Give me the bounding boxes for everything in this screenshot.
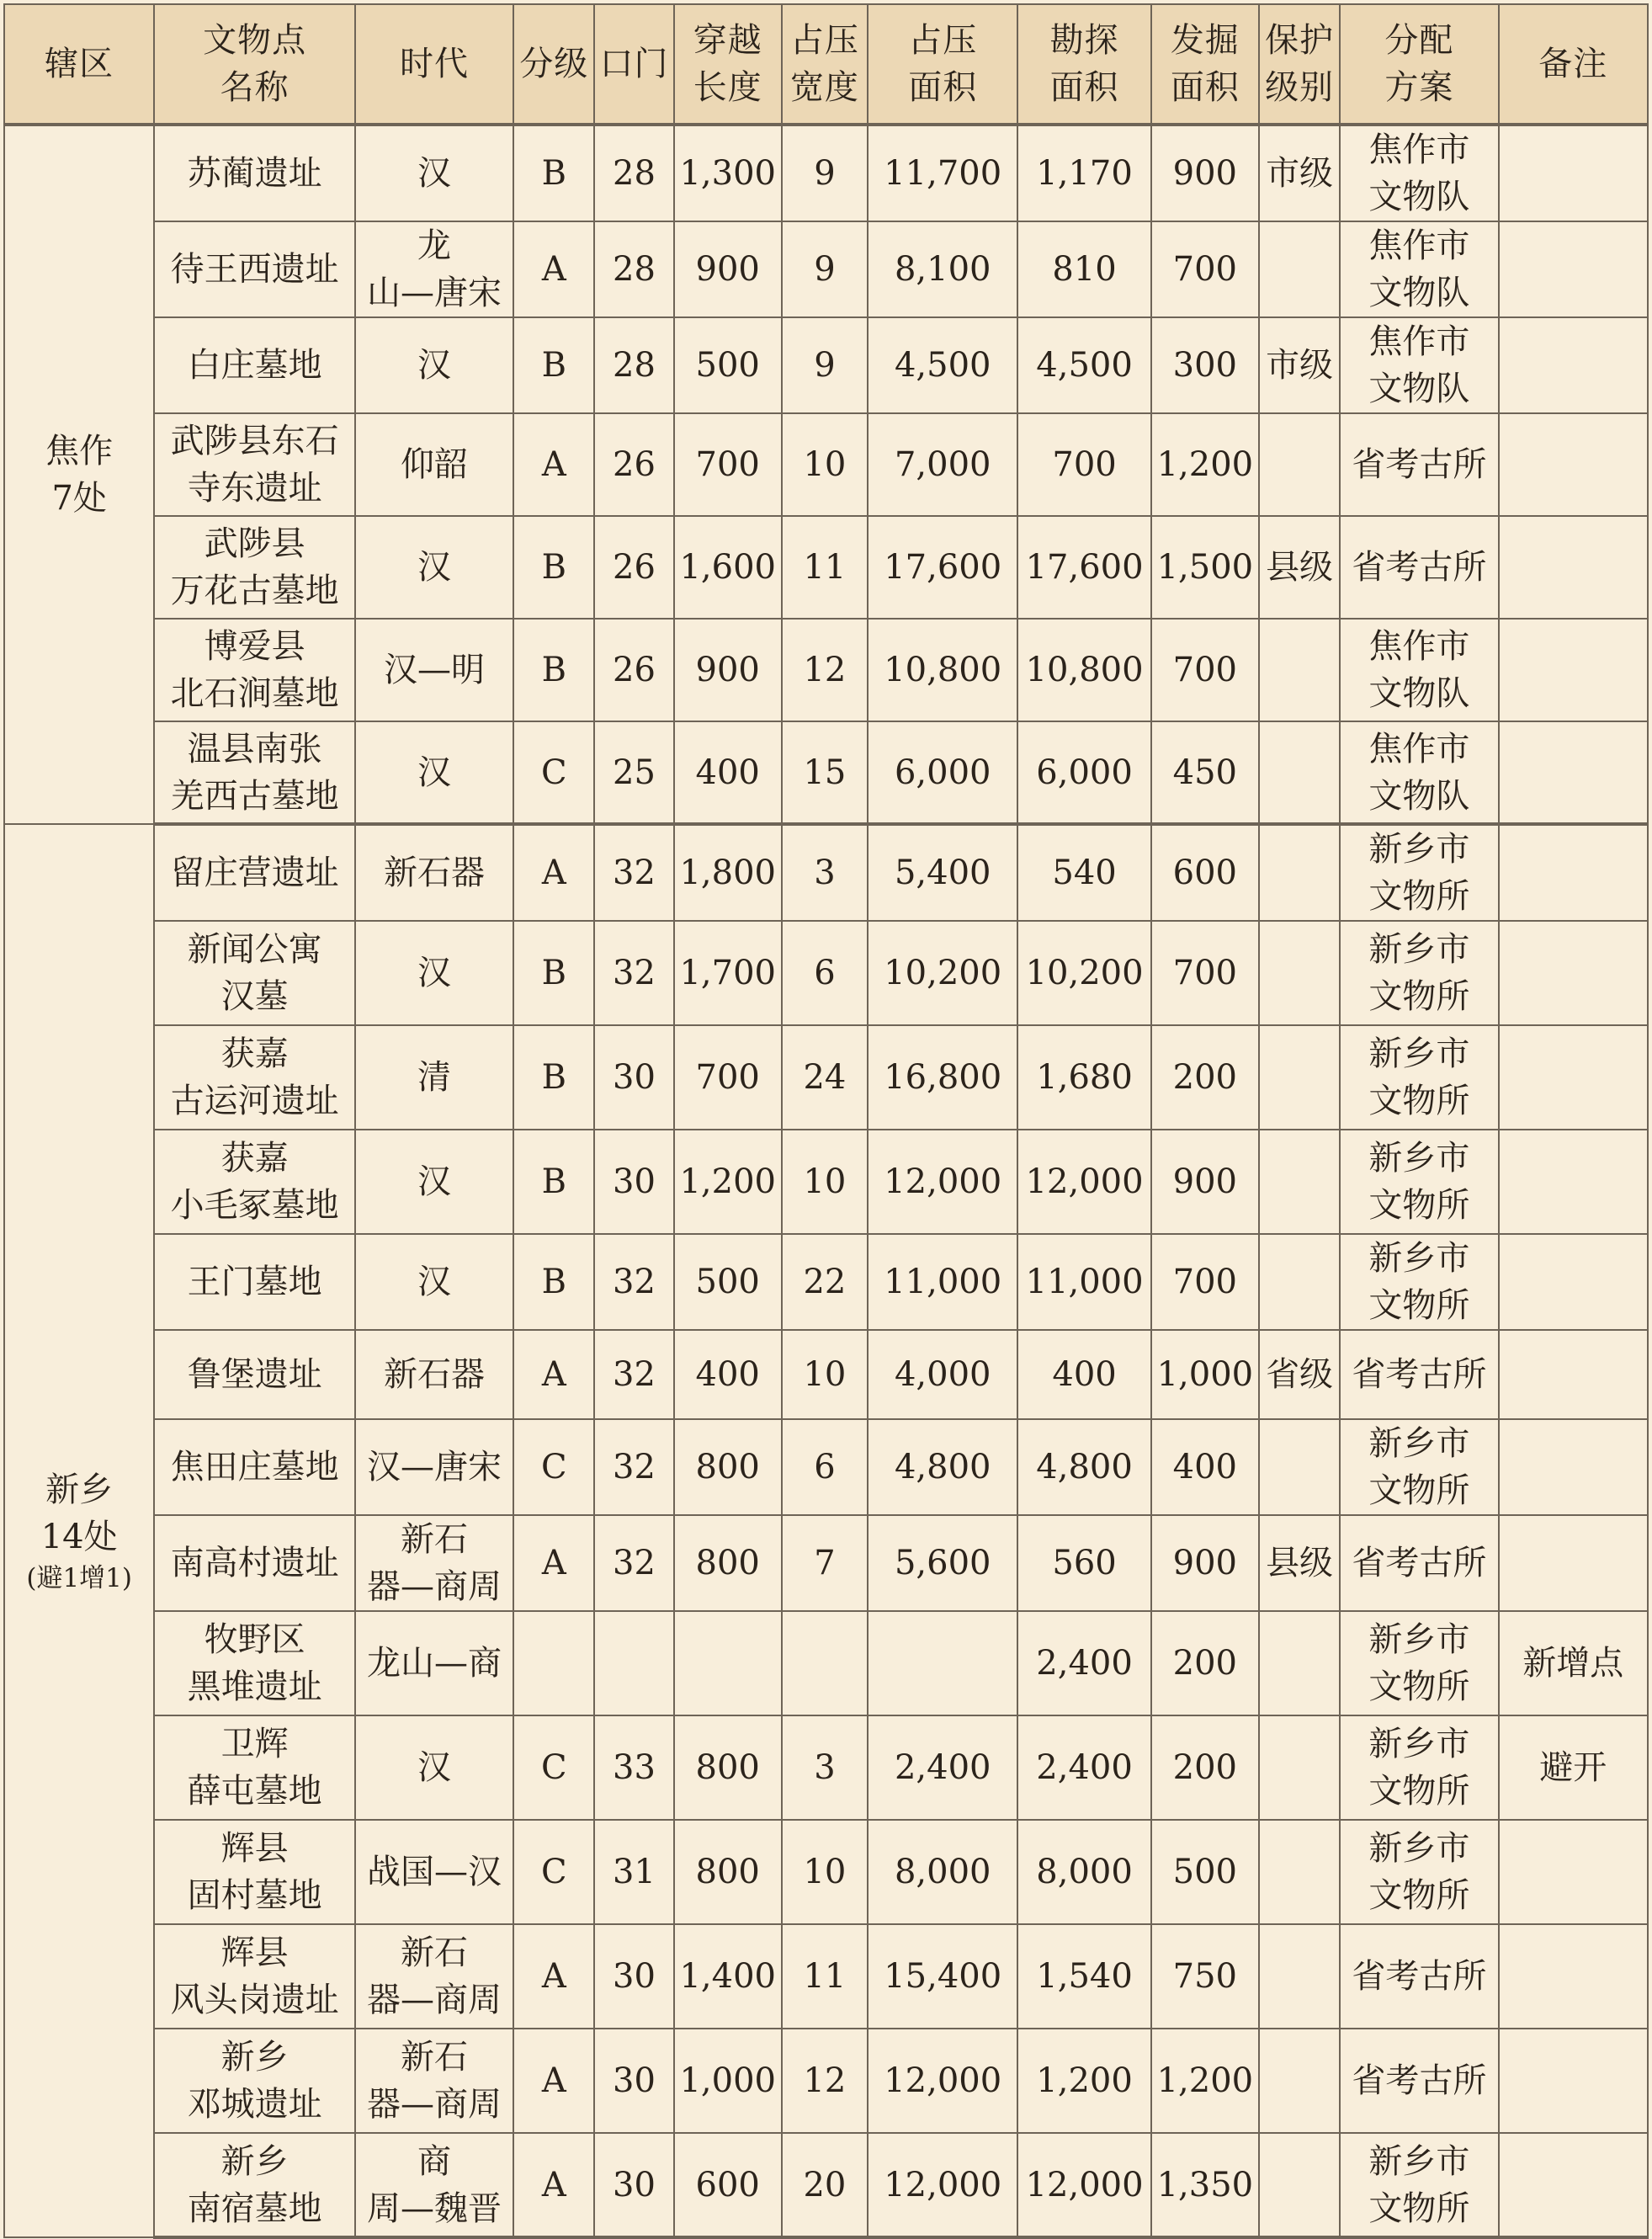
cell-crossing-length: 400	[674, 721, 782, 824]
cell-crossing-length: 700	[674, 1025, 782, 1130]
cell-grade: A	[513, 2133, 594, 2237]
cell-remarks	[1499, 1130, 1648, 1234]
table-row	[4, 125, 1648, 221]
table-row	[4, 1924, 1648, 2029]
cell-crossing-length: 1,800	[674, 824, 782, 921]
cell-excavation-area: 300	[1151, 317, 1259, 413]
cell-grade: B	[513, 516, 594, 619]
cell-occupied-width: 7	[782, 1515, 868, 1611]
cell-remarks	[1499, 221, 1648, 317]
cell-occupied-width: 10	[782, 1820, 868, 1924]
cell-protection-level	[1259, 1715, 1340, 1820]
cell-occupied-area: 15,400	[868, 1924, 1017, 2029]
cell-crossing-length: 800	[674, 1419, 782, 1515]
cell-occupied-width: 10	[782, 1130, 868, 1234]
cell-occupied-width: 15	[782, 721, 868, 824]
cell-remarks: 新增点	[1499, 1611, 1648, 1715]
header-row	[4, 4, 1648, 125]
cell-grade: B	[513, 125, 594, 221]
cell-occupied-width: 11	[782, 1924, 868, 2029]
cell-occupied-area: 10,200	[868, 921, 1017, 1025]
table-row	[4, 1820, 1648, 1924]
cell-grade: B	[513, 1130, 594, 1234]
table-row	[4, 413, 1648, 516]
cell-survey-area: 12,000	[1017, 1130, 1150, 1234]
cell-crossing-length: 1,300	[674, 125, 782, 221]
cell-remarks	[1499, 516, 1648, 619]
cell-era: 汉	[355, 516, 513, 619]
cell-occupied-area: 5,600	[868, 1515, 1017, 1611]
cell-protection-level	[1259, 413, 1340, 516]
header-occupied-width: 占压 宽度	[782, 4, 868, 125]
cell-allocation-plan: 新乡市 文物所	[1340, 1234, 1498, 1330]
cell-outlet: 32	[594, 1419, 673, 1515]
cell-outlet: 30	[594, 2029, 673, 2133]
cell-occupied-area	[868, 1611, 1017, 1715]
cell-crossing-length: 1,200	[674, 1130, 782, 1234]
cell-crossing-length: 900	[674, 619, 782, 721]
cell-allocation-plan: 省考古所	[1340, 2029, 1498, 2133]
cell-protection-level: 县级	[1259, 1515, 1340, 1611]
cell-excavation-area: 1,000	[1151, 1330, 1259, 1419]
header-grade: 分级	[513, 4, 594, 125]
cell-era: 汉	[355, 1715, 513, 1820]
cell-outlet	[594, 1611, 673, 1715]
cell-occupied-width: 10	[782, 413, 868, 516]
table-row	[4, 1611, 1648, 1715]
cell-allocation-plan: 焦作市 文物队	[1340, 221, 1498, 317]
cell-era: 汉	[355, 1130, 513, 1234]
cell-survey-area: 8,000	[1017, 1820, 1150, 1924]
cell-grade: A	[513, 1330, 594, 1419]
table-row	[4, 1330, 1648, 1419]
cell-occupied-width: 9	[782, 317, 868, 413]
cell-outlet: 30	[594, 2133, 673, 2237]
district-label: 新乡 14处	[40, 1470, 118, 1556]
cell-remarks	[1499, 721, 1648, 824]
cell-site-name: 苏蔺遗址	[154, 125, 354, 221]
cell-protection-level	[1259, 619, 1340, 721]
cell-grade: B	[513, 921, 594, 1025]
cell-allocation-plan: 新乡市 文物所	[1340, 2133, 1498, 2237]
cell-site-name: 鲁堡遗址	[154, 1330, 354, 1419]
cell-site-name: 王门墓地	[154, 1234, 354, 1330]
cell-allocation-plan: 新乡市 文物所	[1340, 1419, 1498, 1515]
district-label: 焦作 7处	[45, 432, 114, 518]
cell-protection-level	[1259, 221, 1340, 317]
cell-remarks	[1499, 1330, 1648, 1419]
cell-survey-area: 560	[1017, 1515, 1150, 1611]
cell-era: 汉	[355, 721, 513, 824]
cell-excavation-area: 1,500	[1151, 516, 1259, 619]
cell-grade: B	[513, 317, 594, 413]
cell-era: 龙 山—唐宋	[355, 221, 513, 317]
cell-grade: A	[513, 2029, 594, 2133]
cell-allocation-plan: 省考古所	[1340, 1330, 1498, 1419]
header-survey-area: 勘探 面积	[1017, 4, 1150, 125]
cell-crossing-length: 700	[674, 413, 782, 516]
cell-crossing-length: 800	[674, 1715, 782, 1820]
cell-outlet: 28	[594, 125, 673, 221]
district-cell	[4, 125, 154, 824]
cell-era: 新石 器—商周	[355, 2029, 513, 2133]
header-allocation-plan: 分配 方案	[1340, 4, 1498, 125]
table-row	[4, 221, 1648, 317]
header-excavation-area: 发掘 面积	[1151, 4, 1259, 125]
cell-era: 汉—唐宋	[355, 1419, 513, 1515]
table-row	[4, 824, 1648, 921]
cell-occupied-width: 9	[782, 125, 868, 221]
cell-crossing-length: 1,700	[674, 921, 782, 1025]
cell-allocation-plan: 焦作市 文物队	[1340, 317, 1498, 413]
cell-era: 新石 器—商周	[355, 1515, 513, 1611]
cell-remarks	[1499, 1234, 1648, 1330]
cell-outlet: 30	[594, 1924, 673, 2029]
cell-crossing-length	[674, 1611, 782, 1715]
cell-remarks: 避开	[1499, 1715, 1648, 1820]
district-cell	[4, 824, 154, 2237]
cell-survey-area: 1,540	[1017, 1924, 1150, 2029]
cell-protection-level: 县级	[1259, 516, 1340, 619]
cell-outlet: 32	[594, 1330, 673, 1419]
cell-site-name: 南高村遗址	[154, 1515, 354, 1611]
cell-grade: B	[513, 619, 594, 721]
cell-site-name: 武陟县 万花古墓地	[154, 516, 354, 619]
cell-site-name: 卫辉 薛屯墓地	[154, 1715, 354, 1820]
table-row	[4, 1025, 1648, 1130]
cell-grade: A	[513, 1924, 594, 2029]
cell-grade: A	[513, 413, 594, 516]
cell-outlet: 30	[594, 1025, 673, 1130]
cell-occupied-width: 6	[782, 921, 868, 1025]
cell-site-name: 获嘉 小毛冢墓地	[154, 1130, 354, 1234]
district-note: (避1增1)	[26, 1562, 132, 1593]
cell-excavation-area: 700	[1151, 921, 1259, 1025]
cell-site-name: 博爱县 北石涧墓地	[154, 619, 354, 721]
cell-outlet: 30	[594, 1130, 673, 1234]
table-row	[4, 317, 1648, 413]
cell-occupied-area: 2,400	[868, 1715, 1017, 1820]
cell-outlet: 28	[594, 317, 673, 413]
cell-survey-area: 17,600	[1017, 516, 1150, 619]
cell-protection-level: 市级	[1259, 125, 1340, 221]
cell-remarks	[1499, 1419, 1648, 1515]
cell-era: 汉	[355, 125, 513, 221]
cell-allocation-plan: 新乡市 文物所	[1340, 921, 1498, 1025]
cell-excavation-area: 200	[1151, 1025, 1259, 1130]
cell-protection-level	[1259, 1025, 1340, 1130]
cell-outlet: 32	[594, 824, 673, 921]
cell-survey-area: 1,170	[1017, 125, 1150, 221]
cell-grade: C	[513, 1715, 594, 1820]
cell-crossing-length: 900	[674, 221, 782, 317]
cell-outlet: 33	[594, 1715, 673, 1820]
cell-site-name: 焦田庄墓地	[154, 1419, 354, 1515]
cell-crossing-length: 800	[674, 1515, 782, 1611]
cell-era: 清	[355, 1025, 513, 1130]
cell-occupied-width: 20	[782, 2133, 868, 2237]
cell-occupied-area: 10,800	[868, 619, 1017, 721]
cell-era: 汉	[355, 317, 513, 413]
cell-site-name: 辉县 风头岗遗址	[154, 1924, 354, 2029]
cell-era: 新石器	[355, 824, 513, 921]
header-occupied-area: 占压 面积	[868, 4, 1017, 125]
cell-grade: A	[513, 221, 594, 317]
cell-crossing-length: 1,400	[674, 1924, 782, 2029]
cell-occupied-area: 12,000	[868, 1130, 1017, 1234]
cell-remarks	[1499, 317, 1648, 413]
cell-survey-area: 1,200	[1017, 2029, 1150, 2133]
cell-occupied-area: 12,000	[868, 2029, 1017, 2133]
cell-crossing-length: 400	[674, 1330, 782, 1419]
cell-protection-level	[1259, 1419, 1340, 1515]
cell-site-name: 温县南张 羌西古墓地	[154, 721, 354, 824]
cell-era: 新石器	[355, 1330, 513, 1419]
table-body	[4, 125, 1648, 2237]
cell-survey-area: 700	[1017, 413, 1150, 516]
table-row	[4, 1130, 1648, 1234]
cell-remarks	[1499, 824, 1648, 921]
cell-occupied-area: 5,400	[868, 824, 1017, 921]
cell-outlet: 32	[594, 1234, 673, 1330]
cell-occupied-area: 16,800	[868, 1025, 1017, 1130]
cell-outlet: 25	[594, 721, 673, 824]
cell-protection-level	[1259, 1611, 1340, 1715]
cell-remarks	[1499, 1924, 1648, 2029]
cell-survey-area: 1,680	[1017, 1025, 1150, 1130]
cell-protection-level	[1259, 721, 1340, 824]
cell-allocation-plan: 新乡市 文物所	[1340, 1130, 1498, 1234]
table-row	[4, 1419, 1648, 1515]
cell-grade: C	[513, 1820, 594, 1924]
cell-site-name: 新乡 南宿墓地	[154, 2133, 354, 2237]
cell-outlet: 32	[594, 921, 673, 1025]
cell-crossing-length: 500	[674, 317, 782, 413]
header-outlet: 口门	[594, 4, 673, 125]
cell-site-name: 留庄营遗址	[154, 824, 354, 921]
cell-remarks	[1499, 1515, 1648, 1611]
cell-remarks	[1499, 1025, 1648, 1130]
cell-excavation-area: 700	[1151, 221, 1259, 317]
cell-outlet: 31	[594, 1820, 673, 1924]
table-row	[4, 721, 1648, 824]
cell-allocation-plan: 焦作市 文物队	[1340, 619, 1498, 721]
header-crossing-length: 穿越 长度	[674, 4, 782, 125]
cell-remarks	[1499, 921, 1648, 1025]
cell-outlet: 26	[594, 619, 673, 721]
cell-allocation-plan: 省考古所	[1340, 516, 1498, 619]
table-row	[4, 516, 1648, 619]
cell-occupied-width: 9	[782, 221, 868, 317]
cell-occupied-width: 22	[782, 1234, 868, 1330]
cell-era: 龙山—商	[355, 1611, 513, 1715]
cell-occupied-width: 11	[782, 516, 868, 619]
cell-site-name: 白庄墓地	[154, 317, 354, 413]
cell-occupied-area: 17,600	[868, 516, 1017, 619]
cell-occupied-width: 3	[782, 1715, 868, 1820]
cell-survey-area: 540	[1017, 824, 1150, 921]
cell-excavation-area: 700	[1151, 1234, 1259, 1330]
cell-protection-level: 省级	[1259, 1330, 1340, 1419]
cell-excavation-area: 1,350	[1151, 2133, 1259, 2237]
cell-protection-level	[1259, 1130, 1340, 1234]
cell-grade: A	[513, 824, 594, 921]
cell-site-name: 辉县 固村墓地	[154, 1820, 354, 1924]
cell-occupied-area: 8,000	[868, 1820, 1017, 1924]
cell-site-name: 武陟县东石 寺东遗址	[154, 413, 354, 516]
cell-excavation-area: 900	[1151, 1515, 1259, 1611]
cell-allocation-plan: 焦作市 文物队	[1340, 721, 1498, 824]
cell-excavation-area: 200	[1151, 1611, 1259, 1715]
cell-crossing-length: 1,000	[674, 2029, 782, 2133]
cell-occupied-width: 24	[782, 1025, 868, 1130]
cell-allocation-plan: 新乡市 文物所	[1340, 1715, 1498, 1820]
cell-crossing-length: 500	[674, 1234, 782, 1330]
cell-outlet: 32	[594, 1515, 673, 1611]
cell-protection-level	[1259, 921, 1340, 1025]
cell-grade: A	[513, 1515, 594, 1611]
cell-outlet: 26	[594, 516, 673, 619]
cell-remarks	[1499, 413, 1648, 516]
cell-allocation-plan: 省考古所	[1340, 1924, 1498, 2029]
cell-survey-area: 6,000	[1017, 721, 1150, 824]
cell-excavation-area: 500	[1151, 1820, 1259, 1924]
cell-survey-area: 4,500	[1017, 317, 1150, 413]
cell-grade: B	[513, 1234, 594, 1330]
cell-era: 战国—汉	[355, 1820, 513, 1924]
cell-occupied-area: 4,800	[868, 1419, 1017, 1515]
cell-excavation-area: 400	[1151, 1419, 1259, 1515]
cell-grade: C	[513, 1419, 594, 1515]
cell-grade	[513, 1611, 594, 1715]
cell-occupied-area: 12,000	[868, 2133, 1017, 2237]
cell-era: 新石 器—商周	[355, 1924, 513, 2029]
relic-table	[3, 3, 1649, 2239]
cell-survey-area: 12,000	[1017, 2133, 1150, 2237]
cell-site-name: 牧野区 黑堆遗址	[154, 1611, 354, 1715]
cell-crossing-length: 800	[674, 1820, 782, 1924]
table-row	[4, 2029, 1648, 2133]
cell-survey-area: 810	[1017, 221, 1150, 317]
cell-site-name: 待王西遗址	[154, 221, 354, 317]
cell-protection-level	[1259, 2133, 1340, 2237]
cell-occupied-width: 3	[782, 824, 868, 921]
cell-occupied-area: 11,700	[868, 125, 1017, 221]
cell-remarks	[1499, 2029, 1648, 2133]
cell-remarks	[1499, 2133, 1648, 2237]
cell-excavation-area: 600	[1151, 824, 1259, 921]
cell-occupied-area: 4,500	[868, 317, 1017, 413]
cell-survey-area: 400	[1017, 1330, 1150, 1419]
cell-excavation-area: 450	[1151, 721, 1259, 824]
cell-survey-area: 4,800	[1017, 1419, 1150, 1515]
cell-era: 汉	[355, 921, 513, 1025]
cell-grade: C	[513, 721, 594, 824]
header-era: 时代	[355, 4, 513, 125]
table-row	[4, 921, 1648, 1025]
cell-occupied-width: 6	[782, 1419, 868, 1515]
cell-site-name: 新乡 邓城遗址	[154, 2029, 354, 2133]
cell-survey-area: 2,400	[1017, 1715, 1150, 1820]
cell-excavation-area: 900	[1151, 1130, 1259, 1234]
cell-outlet: 28	[594, 221, 673, 317]
table-row	[4, 2133, 1648, 2237]
cell-occupied-area: 8,100	[868, 221, 1017, 317]
cell-occupied-width	[782, 1611, 868, 1715]
cell-occupied-area: 7,000	[868, 413, 1017, 516]
cell-allocation-plan: 省考古所	[1340, 1515, 1498, 1611]
cell-allocation-plan: 新乡市 文物所	[1340, 1025, 1498, 1130]
cell-era: 商 周—魏晋	[355, 2133, 513, 2237]
cell-remarks	[1499, 1820, 1648, 1924]
cell-protection-level: 市级	[1259, 317, 1340, 413]
cell-remarks	[1499, 619, 1648, 721]
header-site-name: 文物点 名称	[154, 4, 354, 125]
cell-excavation-area: 200	[1151, 1715, 1259, 1820]
cell-outlet: 26	[594, 413, 673, 516]
cell-survey-area: 11,000	[1017, 1234, 1150, 1330]
cell-excavation-area: 750	[1151, 1924, 1259, 2029]
table-header	[4, 4, 1648, 125]
cell-survey-area: 10,800	[1017, 619, 1150, 721]
cell-protection-level	[1259, 824, 1340, 921]
cell-allocation-plan: 新乡市 文物所	[1340, 824, 1498, 921]
cell-era: 仰韶	[355, 413, 513, 516]
header-protection-level: 保护 级别	[1259, 4, 1340, 125]
relic-table-sheet	[3, 3, 1649, 2239]
table-row	[4, 619, 1648, 721]
cell-excavation-area: 700	[1151, 619, 1259, 721]
table-row	[4, 1515, 1648, 1611]
cell-excavation-area: 900	[1151, 125, 1259, 221]
cell-site-name: 新闻公寓 汉墓	[154, 921, 354, 1025]
cell-excavation-area: 1,200	[1151, 413, 1259, 516]
cell-era: 汉	[355, 1234, 513, 1330]
cell-remarks	[1499, 125, 1648, 221]
cell-occupied-area: 11,000	[868, 1234, 1017, 1330]
cell-occupied-area: 6,000	[868, 721, 1017, 824]
cell-protection-level	[1259, 1820, 1340, 1924]
cell-occupied-width: 10	[782, 1330, 868, 1419]
cell-site-name: 获嘉 古运河遗址	[154, 1025, 354, 1130]
header-remarks: 备注	[1499, 4, 1648, 125]
cell-allocation-plan: 新乡市 文物所	[1340, 1820, 1498, 1924]
cell-survey-area: 10,200	[1017, 921, 1150, 1025]
table-row	[4, 1715, 1648, 1820]
cell-occupied-width: 12	[782, 2029, 868, 2133]
cell-protection-level	[1259, 1234, 1340, 1330]
cell-allocation-plan: 新乡市 文物所	[1340, 1611, 1498, 1715]
cell-occupied-width: 12	[782, 619, 868, 721]
cell-survey-area: 2,400	[1017, 1611, 1150, 1715]
cell-protection-level	[1259, 1924, 1340, 2029]
cell-crossing-length: 600	[674, 2133, 782, 2237]
cell-grade: B	[513, 1025, 594, 1130]
cell-excavation-area: 1,200	[1151, 2029, 1259, 2133]
table-row	[4, 1234, 1648, 1330]
cell-protection-level	[1259, 2029, 1340, 2133]
cell-occupied-area: 4,000	[868, 1330, 1017, 1419]
cell-crossing-length: 1,600	[674, 516, 782, 619]
cell-era: 汉—明	[355, 619, 513, 721]
cell-allocation-plan: 省考古所	[1340, 413, 1498, 516]
cell-allocation-plan: 焦作市 文物队	[1340, 125, 1498, 221]
header-district: 辖区	[4, 4, 154, 125]
